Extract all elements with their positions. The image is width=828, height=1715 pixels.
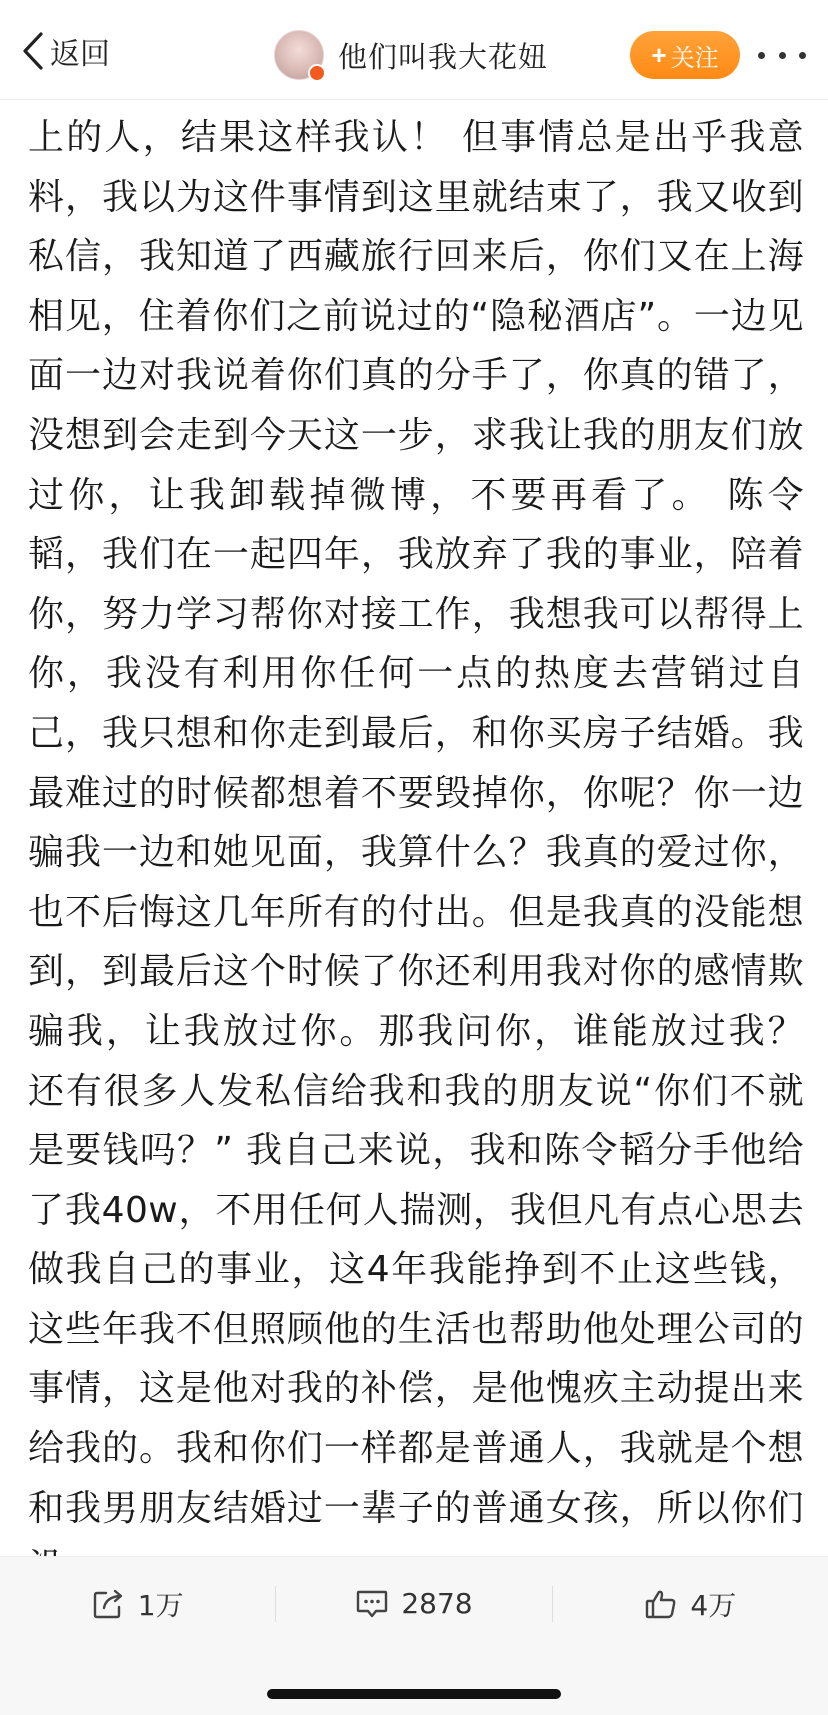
username: 他们叫我大花妞 — [338, 39, 549, 74]
home-indicator-area — [0, 1650, 828, 1715]
plus-icon: + — [651, 39, 667, 70]
comment-icon — [355, 1588, 389, 1620]
more-dots-icon[interactable] — [752, 40, 812, 70]
post-content — [28, 108, 804, 1548]
bottom-action-bar — [0, 1556, 828, 1650]
avatar[interactable] — [274, 30, 324, 80]
more-dot — [758, 52, 765, 59]
back-button[interactable] — [18, 28, 110, 74]
verified-badge-icon — [308, 64, 326, 82]
like-count: 4万 — [690, 1588, 737, 1622]
comment-count: 2878 — [401, 1587, 473, 1620]
back-label: 返回 — [50, 37, 110, 72]
post-text: 上的人，结果这样我认！ 但事情总是出乎我意料，我以为这件事情到这里就结束了，我又收到私信，我知道了西藏旅行回来后，你们又在上海相见，住着你们之前说过的“隐秘酒店”。一边见面一边对我说着你们真的分手了，你真的错了，没想到会走到今天这一步，求我让我的朋友们放过你，让我卸载掉微博，不要再看了。 陈令韬，我们在一起四年，我放弃了我的事业，陪着你，努力学习帮你对接工作，我想我可以帮得上你，我没有利用你任何一点的热度去营销过自己，我只想和你走到最后，和你买房子结婚。我最难过的时候都想着不要毁掉你，你呢？你一边骗我一边和她见面，我算什么？我真的爱过你，也不后悔这几年所有的付出。但是我真的没能想到，到最后这个时候了你还利用我对你的感情欺骗我，让我放过你。那我问你，谁能放过我？ 还有很多人发私信给我和我的朋友说“你们不就是要钱吗？” 我自己来说，我和陈令韬分手他给了我40w，不用任何人揣测，我但凡有点心思去做我自己的事业，这4年我能挣到不止这些钱，这些年我不但照顾他的生活也帮助他处理公司的事情，这是他对我的补偿，是他愧疚主动提出来给我的。我和你们一样都是普通人，我就是个想和我男朋友结婚过一辈子的普通女孩，所以你们 — [28, 117, 804, 1529]
follow-button[interactable] — [630, 31, 740, 79]
like-button[interactable] — [553, 1557, 828, 1650]
more-dot — [779, 52, 786, 59]
comment-button[interactable] — [276, 1557, 551, 1650]
follow-label: 关注 — [670, 44, 719, 72]
repost-button[interactable] — [0, 1557, 275, 1650]
user-profile-link[interactable] — [274, 28, 548, 82]
home-indicator[interactable] — [267, 1689, 561, 1699]
more-dot — [799, 52, 806, 59]
top-nav-bar — [0, 0, 828, 100]
repost-count: 1万 — [137, 1588, 184, 1622]
share-icon — [92, 1588, 126, 1620]
thumbs-up-icon — [644, 1588, 678, 1620]
chevron-left-icon — [18, 28, 48, 74]
